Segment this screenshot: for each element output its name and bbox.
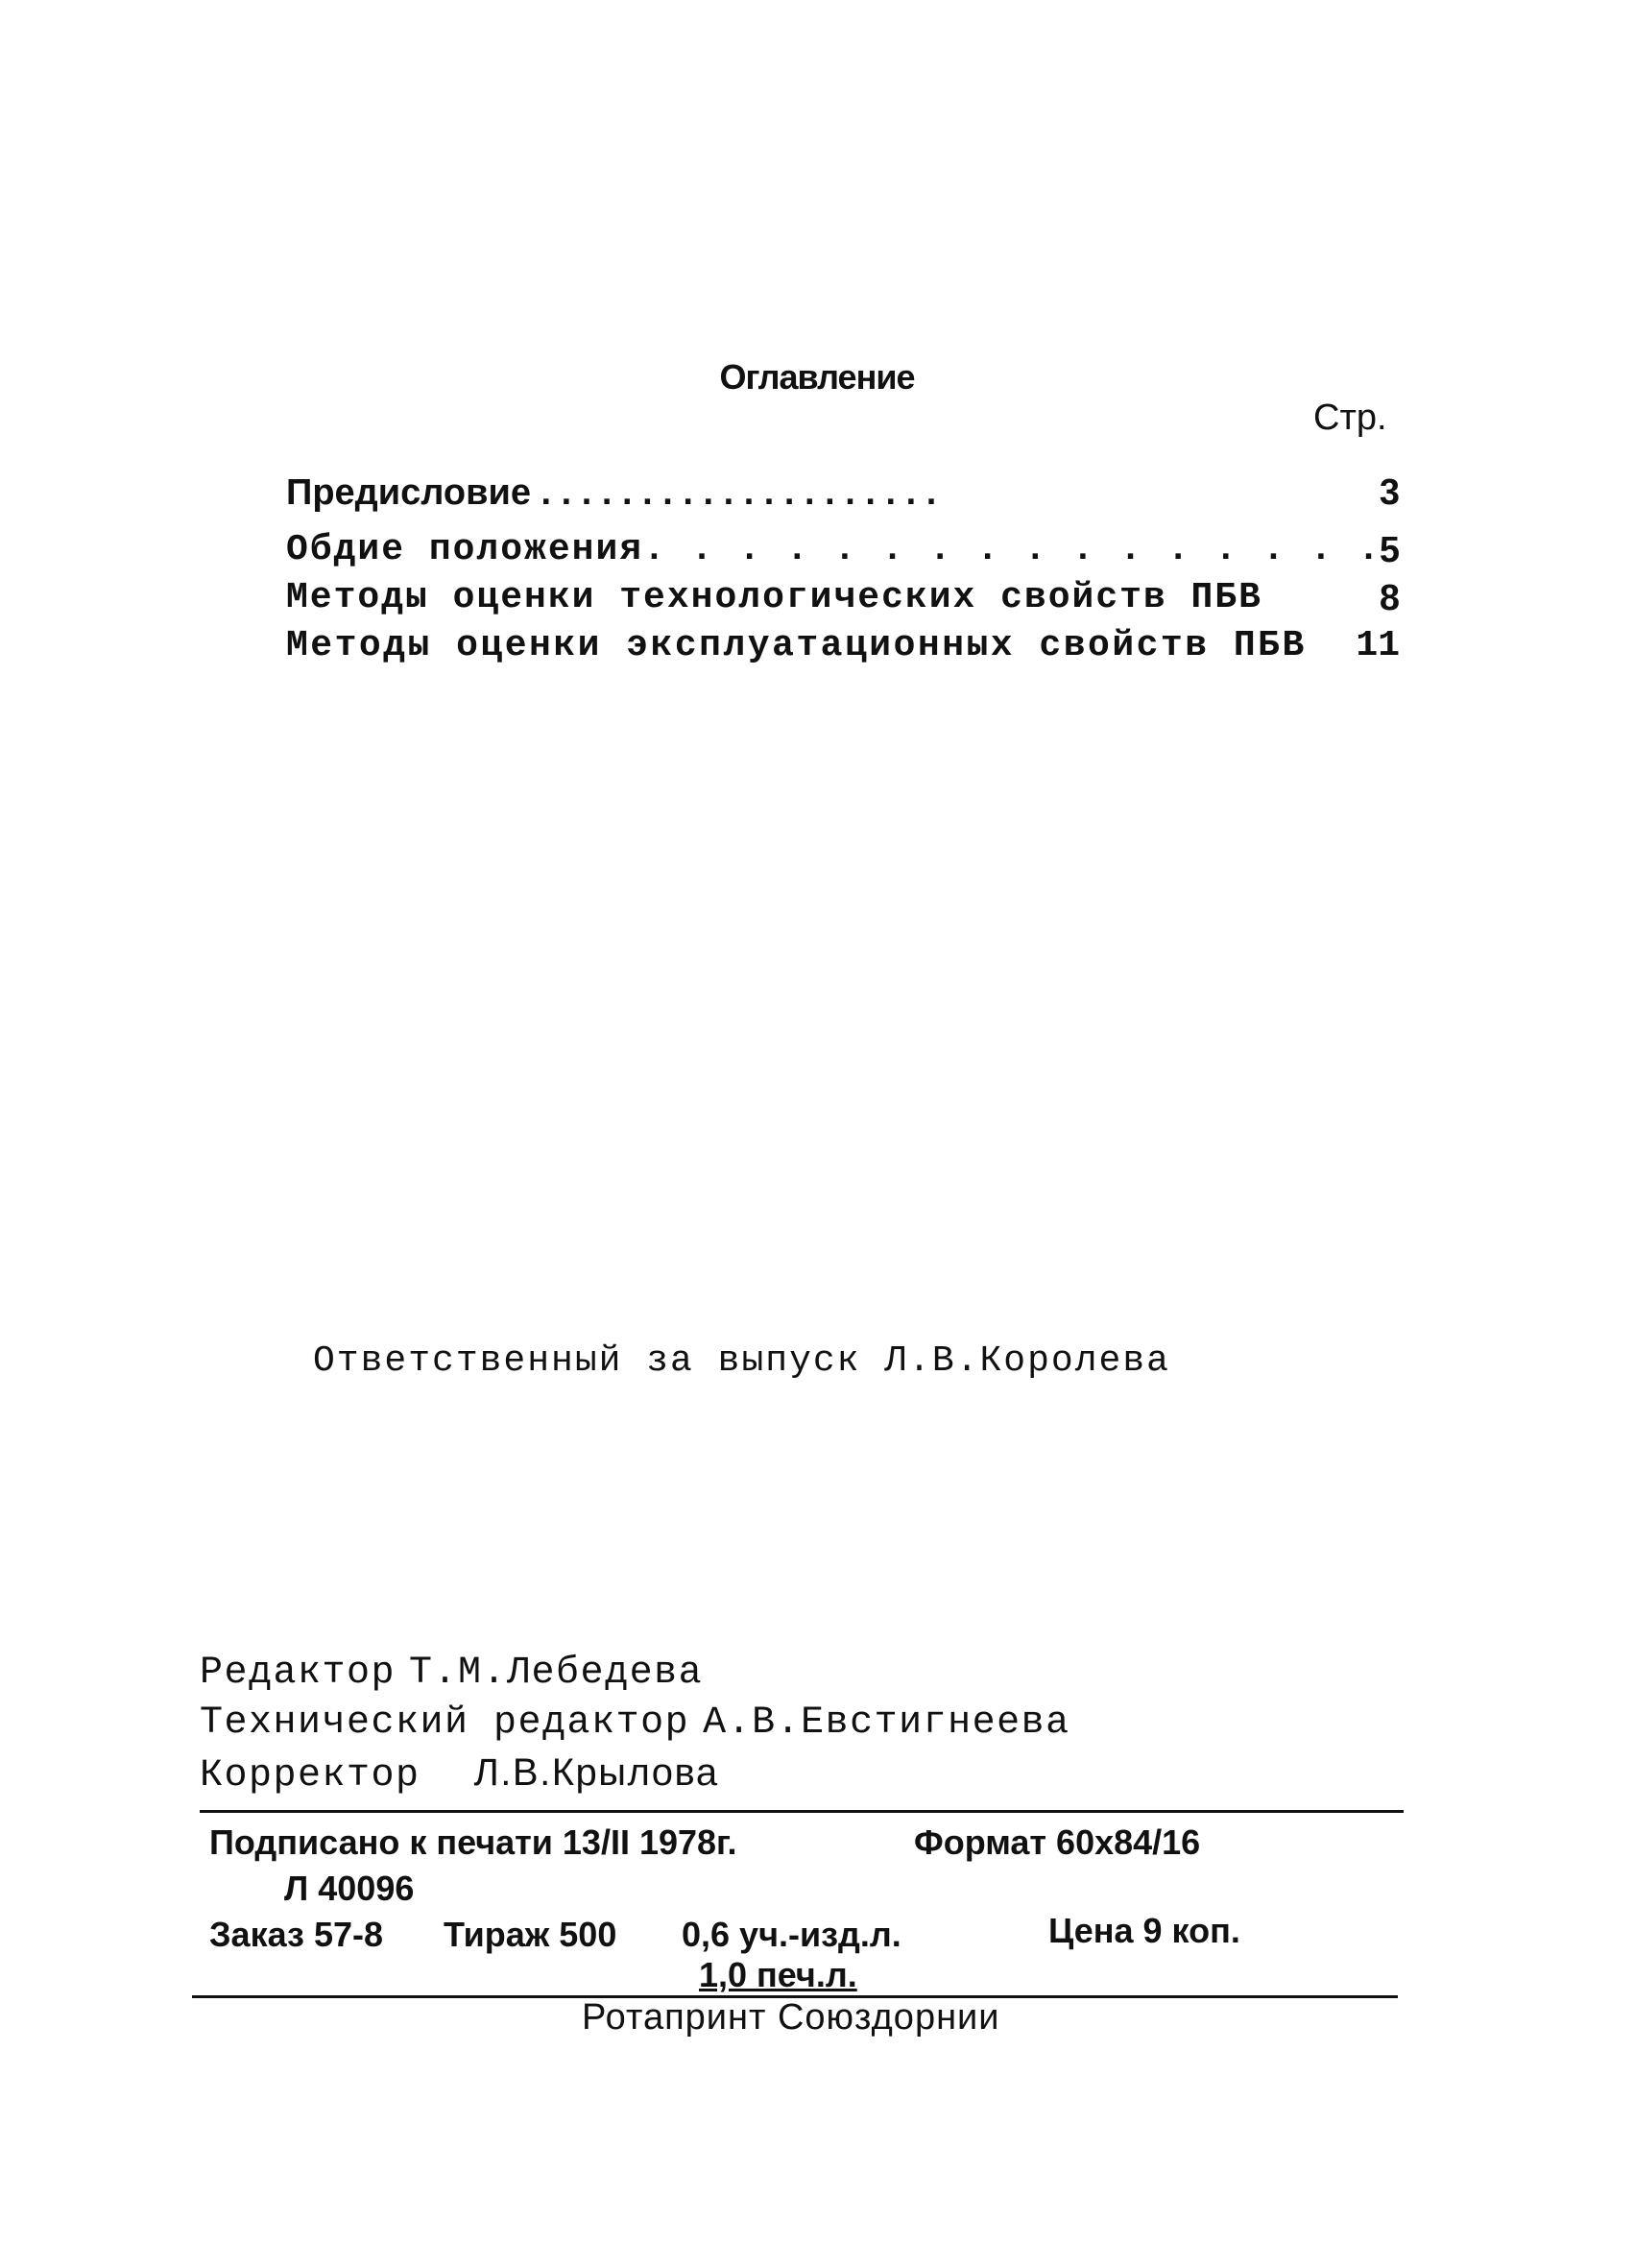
imprint-order: Заказ 57-8 xyxy=(209,1915,384,1954)
credit-role: Корректор xyxy=(200,1754,421,1798)
toc-entry-page: 8 xyxy=(1379,578,1400,618)
imprint-printed-sheets: 1,0 печ.л. xyxy=(699,1955,857,1994)
toc-entry xyxy=(286,574,1400,622)
credit-name: А.В.Евстигнеева xyxy=(703,1701,1070,1745)
toc-title: Оглавление xyxy=(719,357,915,397)
imprint-signed-date: Подписано к печати 13/II 1978г. xyxy=(209,1822,737,1862)
toc-entry-label: Обдие положения. . . . . . . . . . . . . . . . xyxy=(286,529,1382,570)
toc-entry-label: Методы оценки технологических свойств ПБВ xyxy=(286,577,1262,618)
imprint-format: Формат 60х84/16 xyxy=(914,1822,1201,1862)
imprint-code: Л 40096 xyxy=(284,1869,415,1908)
toc-entry xyxy=(286,469,1400,517)
toc-entry-page: 11 xyxy=(1356,625,1400,666)
toc-entry xyxy=(286,622,1400,670)
imprint-print-run: Тираж 500 xyxy=(444,1915,617,1954)
credit-role: Технический редактор xyxy=(200,1701,690,1745)
toc-entry-page: 5 xyxy=(1379,530,1400,570)
toc-entry-page: 3 xyxy=(1379,472,1400,513)
credit-corrector xyxy=(200,1751,719,1798)
toc-page-column-header: Стр. xyxy=(1313,398,1387,438)
credit-name: Т.М.Лебедева xyxy=(409,1652,704,1695)
toc-entry-label: Методы оценки эксплуатационных свойств ПБВ xyxy=(286,625,1307,666)
credit-role: Редактор xyxy=(200,1652,396,1695)
toc-entry xyxy=(286,526,1400,574)
toc-entry-label: Предисловие . . . . . . . . . . . . . . . . . . . . xyxy=(286,472,937,513)
imprint-printer: Ротапринт Союздорнии xyxy=(582,1997,1000,2038)
responsible-for-release: Ответственный за выпуск Л.В.Королева xyxy=(313,1340,1170,1382)
credit-name: Л.В.Крылова xyxy=(473,1751,719,1794)
imprint-price: Цена 9 коп. xyxy=(1048,1911,1240,1950)
credit-technical-editor xyxy=(200,1701,1070,1745)
credit-editor xyxy=(200,1652,703,1695)
imprint-publishing-sheets: 0,6 уч.-изд.л. xyxy=(682,1915,901,1954)
divider-top xyxy=(200,1810,1404,1813)
